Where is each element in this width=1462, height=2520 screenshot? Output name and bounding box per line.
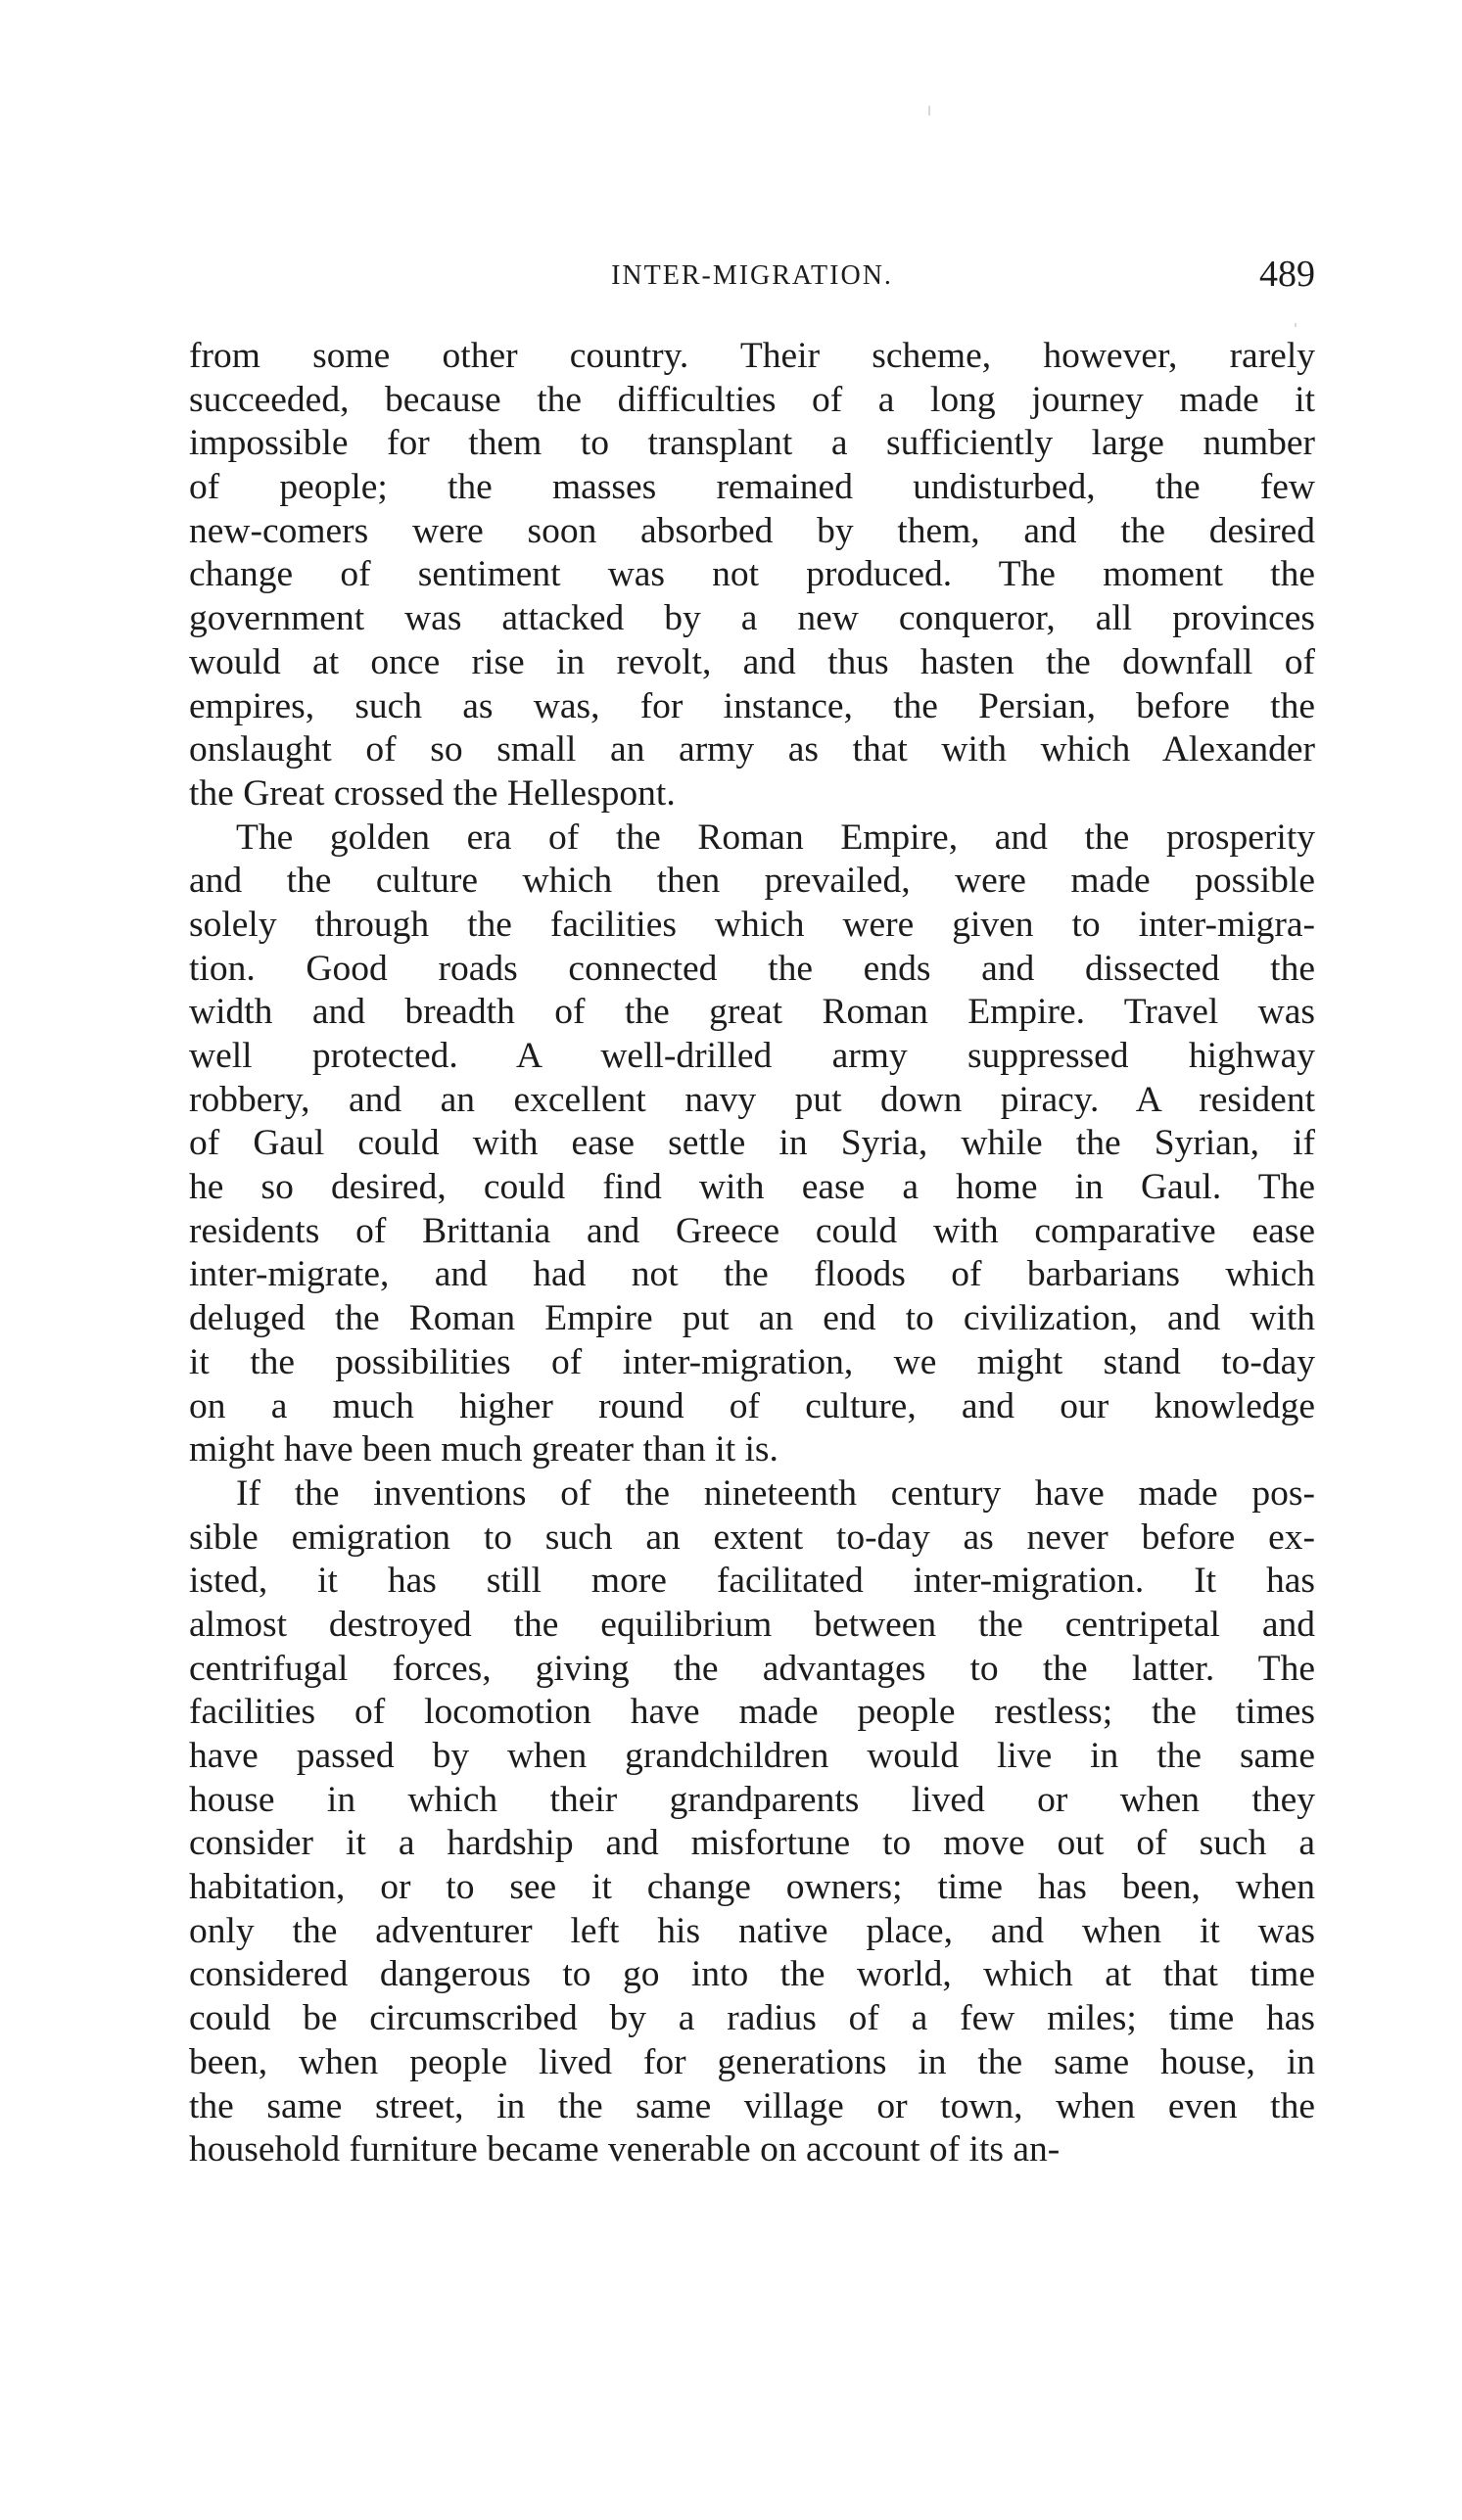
text-line: new-comers were soon absorbed by them, and the desired — [189, 510, 1315, 551]
text-line: it the possibilities of inter-migration, we might stand to-day — [189, 1341, 1315, 1382]
paper-speck — [928, 106, 930, 116]
text-line: deluged the Roman Empire put an end to civilization, and with — [189, 1298, 1315, 1339]
text-line: If the inventions of the nineteenth century have made pos- — [236, 1472, 1315, 1514]
text-line: habitation, or to see it change owners; time has been, when — [189, 1867, 1315, 1908]
text-line: on a much higher round of culture, and our knowledge — [189, 1385, 1315, 1426]
text-line: impossible for them to transplant a sufficiently large number — [189, 423, 1315, 464]
text-line: only the adventurer left his native place, and when it was — [189, 1910, 1315, 1951]
text-line: considered dangerous to go into the world, which at that time — [189, 1954, 1315, 1995]
paragraph — [189, 1472, 1315, 2172]
text-line: of people; the masses remained undisturbed, the few — [189, 467, 1315, 508]
text-line: robbery, and an excellent navy put down piracy. A resident — [189, 1079, 1315, 1120]
text-line: would at once rise in revolt, and thus hasten the downfall of — [189, 641, 1315, 682]
text-line: sible emigration to such an extent to-day as never before ex- — [189, 1517, 1315, 1558]
text-line: been, when people lived for generations in the same house, in — [189, 2041, 1315, 2082]
body-text — [189, 335, 1315, 2172]
text-line: centrifugal forces, giving the advantages to the latter. The — [189, 1648, 1315, 1689]
text-line: solely through the facilities which were given to inter-migra- — [189, 904, 1315, 945]
text-line: width and breadth of the great Roman Empire. Travel was — [189, 992, 1315, 1033]
text-line: and the culture which then prevailed, were made possible — [189, 861, 1315, 902]
text-line: the same street, in the same village or town, when even the — [189, 2085, 1315, 2126]
text-line: The golden era of the Roman Empire, and the prosperity — [236, 817, 1315, 858]
text-line: of Gaul could with ease settle in Syria, while the Syrian, if — [189, 1123, 1315, 1164]
running-title: INTER-MIGRATION. — [611, 260, 893, 291]
text-line: almost destroyed the equilibrium between the centripetal and — [189, 1604, 1315, 1645]
text-line: have passed by when grandchildren would live in the same — [189, 1736, 1315, 1776]
text-line: isted, it has still more facilitated inter-migration. It has — [189, 1561, 1315, 1602]
text-line: facilities of locomotion have made people restless; the times — [189, 1692, 1315, 1733]
text-line: consider it a hardship and misfortune to move out of such a — [189, 1823, 1315, 1864]
paper-speck — [1295, 323, 1297, 327]
text-line: government was attacked by a new conqueror, all provinces — [189, 598, 1315, 639]
paragraph — [189, 335, 1315, 817]
text-line: well protected. A well-drilled army suppressed highway — [189, 1036, 1315, 1076]
text-line: the Great crossed the Hellespont. — [189, 772, 676, 814]
text-line: change of sentiment was not produced. The moment the — [189, 554, 1315, 595]
text-line: house in which their grandparents lived or when they — [189, 1779, 1315, 1820]
text-line: might have been much greater than it is. — [189, 1429, 778, 1470]
page-number: 489 — [1259, 254, 1315, 295]
text-line: could be circumscribed by a radius of a few miles; time has — [189, 1998, 1315, 2039]
text-line: succeeded, because the difficulties of a long journey made it — [189, 379, 1315, 420]
text-line: he so desired, could find with ease a home in Gaul. The — [189, 1167, 1315, 1208]
text-line: onslaught of so small an army as that with which Alexander — [189, 729, 1315, 770]
text-line: empires, such as was, for instance, the Persian, before the — [189, 685, 1315, 726]
text-line: residents of Brittania and Greece could with comparative ease — [189, 1210, 1315, 1251]
text-line: inter-migrate, and had not the floods of barbarians which — [189, 1254, 1315, 1295]
text-line: tion. Good roads connected the ends and dissected the — [189, 948, 1315, 989]
text-line: household furniture became venerable on account of its an- — [189, 2129, 1061, 2170]
page-header — [189, 253, 1315, 302]
paragraph — [189, 817, 1315, 1472]
text-line: from some other country. Their scheme, however, rarely — [189, 336, 1315, 376]
